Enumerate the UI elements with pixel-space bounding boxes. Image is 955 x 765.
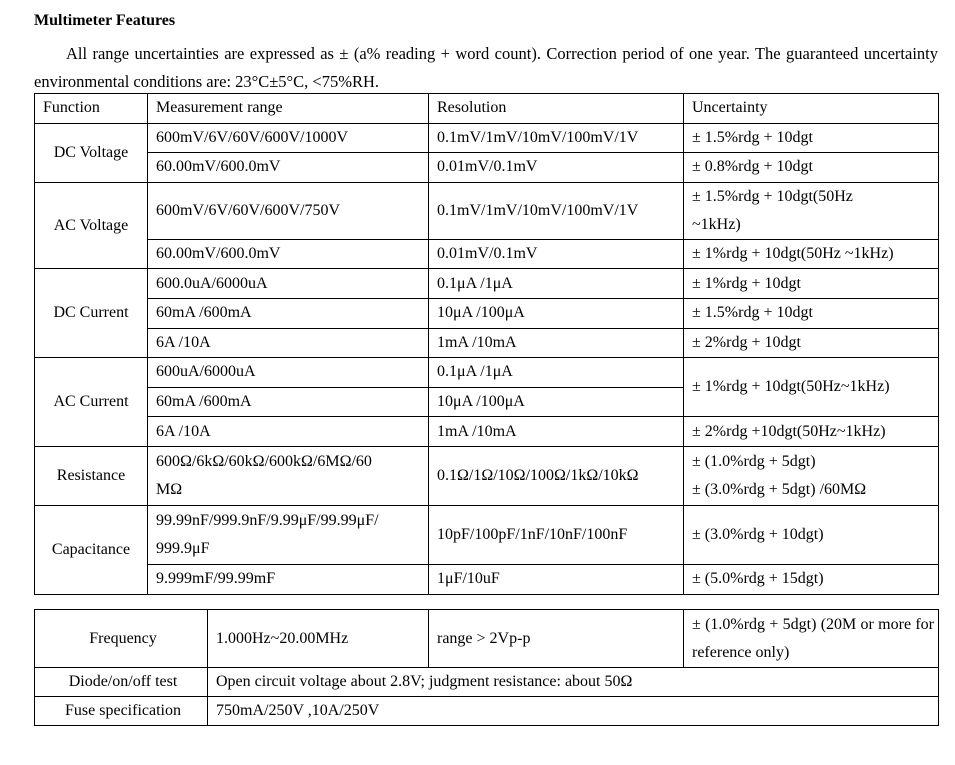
resolution-cell: range > 2Vp-p [429,610,684,668]
uncertainty-cell: ± (5.0%rdg + 15dgt) [684,564,939,594]
range-cell: 1.000Hz~20.00MHz [208,610,429,668]
resolution-cell: 10pF/100pF/1nF/10nF/100nF [429,505,684,564]
resolution-cell: 1μF/10uF [429,564,684,594]
range-cell: 60mA /600mA [148,298,429,328]
function-ac-voltage: AC Voltage [35,182,148,269]
resolution-cell: 0.1μA /1μA [429,269,684,299]
table-row [35,239,939,269]
uncertainty-cell: ± 1%rdg + 10dgt(50Hz~1kHz) [684,358,939,417]
range-line: 600Ω/6kΩ/60kΩ/600kΩ/6MΩ/60 [156,452,372,470]
extra-specs-table [34,609,939,726]
function-ac-current: AC Current [35,358,148,447]
uncertainty-line: ± 1.5%rdg + 10dgt(50Hz [692,187,853,205]
range-cell: 6A /10A [148,328,429,358]
uncertainty-line: ± (1.0%rdg + 5dgt) [692,452,816,470]
table-row [35,328,939,358]
table-row [35,298,939,328]
uncertainty-cell [684,446,939,505]
table-row [35,182,939,239]
resolution-cell: 0.1Ω/1Ω/10Ω/100Ω/1kΩ/10kΩ [429,446,684,505]
header-resolution: Resolution [429,94,684,124]
section-heading: Multimeter Features [34,12,176,29]
header-function: Function [35,94,148,124]
range-cell [148,505,429,564]
table-row [35,417,939,447]
uncertainty-line: ~1kHz) [692,215,741,233]
range-cell: 600uA/6000uA [148,358,429,388]
table-row [35,446,939,505]
table-row [35,505,939,564]
resolution-cell: 0.01mV/0.1mV [429,153,684,183]
table-row [35,153,939,183]
table-row [35,123,939,153]
range-line: 999.9μF [156,539,210,557]
header-uncertainty: Uncertainty [684,94,939,124]
diode-value: Open circuit voltage about 2.8V; judgment resistance: about 50Ω [208,668,939,697]
resolution-cell: 1mA /10mA [429,417,684,447]
range-cell: 6A /10A [148,417,429,447]
function-dc-voltage: DC Voltage [35,123,148,182]
resolution-cell: 1mA /10mA [429,328,684,358]
function-diode-test: Diode/on/off test [35,668,208,697]
function-dc-current: DC Current [35,269,148,358]
function-capacitance: Capacitance [35,505,148,594]
table-header-row [35,94,939,124]
uncertainty-line: ± (3.0%rdg + 5dgt) /60MΩ [692,480,867,498]
uncertainty-cell: ± 1.5%rdg + 10dgt [684,123,939,153]
resolution-cell: 0.01mV/0.1mV [429,239,684,269]
uncertainty-cell: ± 1%rdg + 10dgt(50Hz ~1kHz) [684,239,939,269]
range-cell: 60.00mV/600.0mV [148,239,429,269]
resolution-cell: 0.1mV/1mV/10mV/100mV/1V [429,182,684,239]
resolution-cell: 10μA /100μA [429,387,684,417]
function-resistance: Resistance [35,446,148,505]
uncertainty-cell: ± 1%rdg + 10dgt [684,269,939,299]
uncertainty-cell [684,182,939,239]
uncertainty-cell: ± (3.0%rdg + 10dgt) [684,505,939,564]
range-cell [148,446,429,505]
range-line: 99.99nF/999.9nF/9.99μF/99.99μF/ [156,511,379,529]
range-cell: 9.999mF/99.99mF [148,564,429,594]
fuse-value: 750mA/250V ,10A/250V [208,697,939,726]
table-row [35,668,939,697]
range-cell: 600.0uA/6000uA [148,269,429,299]
specs-table [34,93,939,595]
uncertainty-cell: ± 2%rdg +10dgt(50Hz~1kHz) [684,417,939,447]
uncertainty-cell: ± (1.0%rdg + 5dgt) (20M or more for reference only) [684,610,939,668]
resolution-cell: 0.1mV/1mV/10mV/100mV/1V [429,123,684,153]
function-frequency: Frequency [35,610,208,668]
table-row [35,358,939,388]
uncertainty-cell: ± 1.5%rdg + 10dgt [684,298,939,328]
resolution-cell: 10μA /100μA [429,298,684,328]
range-line: MΩ [156,480,183,498]
uncertainty-cell: ± 0.8%rdg + 10dgt [684,153,939,183]
table-row [35,610,939,668]
table-row [35,697,939,726]
range-cell: 60mA /600mA [148,387,429,417]
header-range: Measurement range [148,94,429,124]
intro-paragraph: All range uncertainties are expressed as ± (a% reading + word count). Correction period of one year. The guaranteed uncertainty environmental conditions are: 23°C±5°C, <75%RH. [34,44,938,91]
table-row [35,269,939,299]
range-cell: 600mV/6V/60V/600V/750V [148,182,429,239]
table-row [35,564,939,594]
function-fuse: Fuse specification [35,697,208,726]
resolution-cell: 0.1μA /1μA [429,358,684,388]
range-cell: 600mV/6V/60V/600V/1000V [148,123,429,153]
range-cell: 60.00mV/600.0mV [148,153,429,183]
uncertainty-cell: ± 2%rdg + 10dgt [684,328,939,358]
